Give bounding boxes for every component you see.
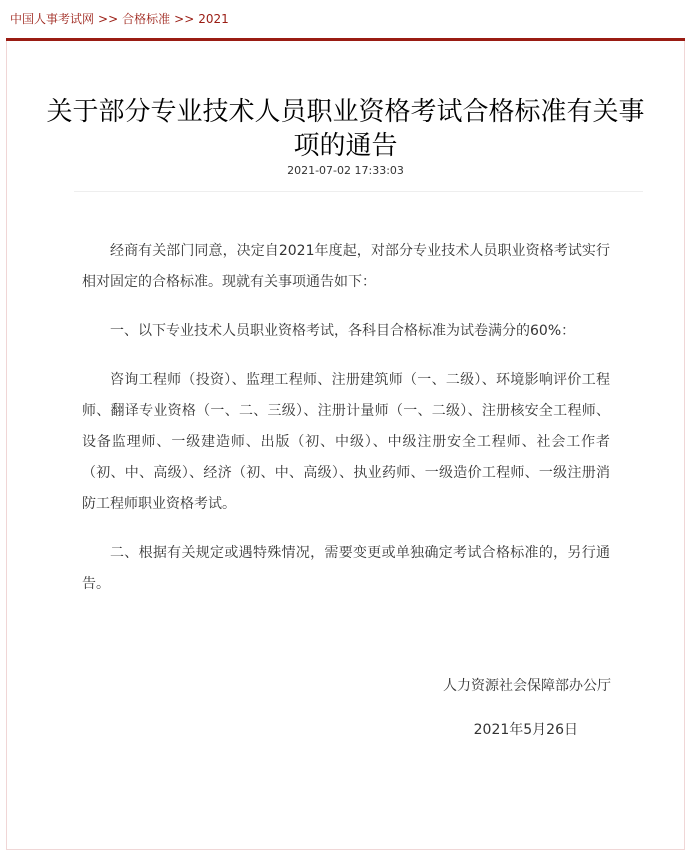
article-paragraph: 二、根据有关规定或遇特殊情况，需要变更或单独确定考试合格标准的，另行通告。 — [82, 545, 610, 592]
article-paragraph: 经商有关部门同意，决定自2021年度起，对部分专业技术人员职业资格考试实行相对固定的合格标准。现就有关事项通告如下： — [82, 243, 610, 290]
article-body — [82, 236, 610, 618]
breadcrumb-home-link[interactable]: 中国人事考试网 — [10, 12, 95, 26]
article-paragraph: 咨询工程师（投资）、监理工程师、注册建筑师（一、二级）、环境影响评价工程师、翻译专业资格（一、二、三级）、注册计量师（一、二级）、注册核安全工程师、设备监理师、一级建造师、出版（初、中级）、中级注册安全工程师、社会工作者（初、中、高级）、经济（初、中、高级）、执业药师、一级造价工程师、一级注册消防工程师职业资格考试。 — [82, 372, 610, 512]
breadcrumb — [10, 8, 229, 30]
breadcrumb-year-link[interactable]: 2021 — [198, 12, 229, 26]
breadcrumb-separator: >> — [174, 12, 195, 26]
publish-datetime: 2021-07-02 17:33:03 — [287, 164, 404, 177]
breadcrumb-section-link[interactable]: 合格标准 — [122, 12, 171, 26]
article-paragraph: 一、以下专业技术人员职业资格考试，各科目合格标准为试卷满分的60%： — [110, 323, 576, 339]
title-divider — [74, 191, 643, 192]
signature-organization: 人力资源社会保障部办公厅 — [443, 678, 611, 694]
signature-date: 2021年5月26日 — [473, 722, 578, 738]
article-title: 关于部分专业技术人员职业资格考试合格标准有关事项的通告 — [46, 97, 645, 162]
breadcrumb-separator: >> — [98, 12, 119, 26]
